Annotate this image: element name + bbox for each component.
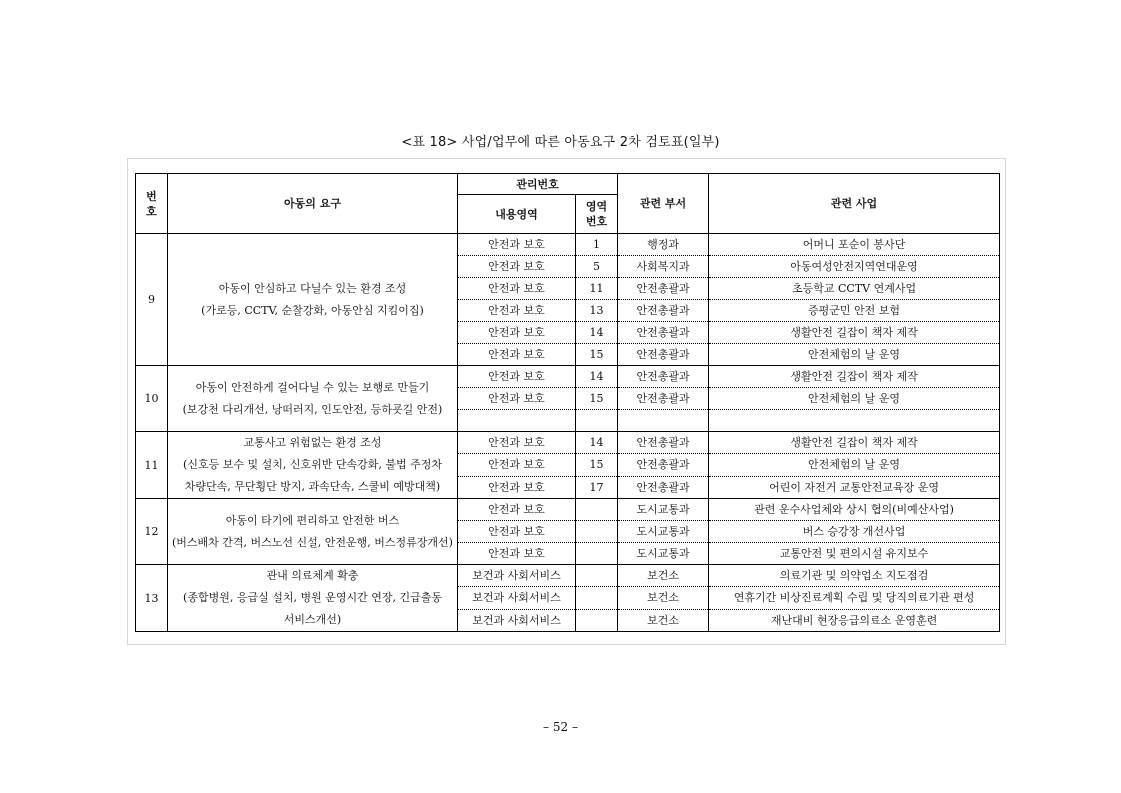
department-cell: 안전총괄과	[618, 322, 709, 344]
area-number-cell	[576, 609, 618, 631]
project-cell: 아동여성안전지역연대운영	[709, 256, 1000, 278]
area-number-cell	[576, 565, 618, 587]
department-cell: 보건소	[618, 587, 709, 609]
requirement-cell: 아동이 안전하게 걸어다닐 수 있는 보행로 만들기 (보강천 다리개선, 낭떠러지, 인도안전, 등하굣길 안전)	[168, 366, 458, 432]
header-department: 관련 부서	[618, 174, 709, 234]
project-cell: 관련 운수사업체와 상시 협의(비예산사업)	[709, 499, 1000, 521]
row-number: 12	[136, 499, 168, 565]
area-number-cell: 14	[576, 322, 618, 344]
content-area-cell: 안전과 보호	[458, 388, 576, 410]
department-cell: 안전총괄과	[618, 344, 709, 366]
department-cell: 도시교통과	[618, 521, 709, 543]
area-number-cell	[576, 499, 618, 521]
content-area-cell: 안전과 보호	[458, 256, 576, 278]
table-row	[136, 565, 1000, 587]
content-area-cell: 안전과 보호	[458, 432, 576, 454]
content-area-cell: 보건과 사회서비스	[458, 609, 576, 631]
project-cell: 증평군민 안전 보험	[709, 300, 1000, 322]
area-number-cell: 11	[576, 278, 618, 300]
row-number: 10	[136, 366, 168, 432]
content-area-cell: 안전과 보호	[458, 234, 576, 256]
header-number: 번 호	[136, 174, 168, 234]
table-title: <표 18> 사업/업무에 따른 아동요구 2차 검토표(일부)	[401, 135, 720, 150]
table-row	[136, 432, 1000, 454]
area-number-cell	[576, 587, 618, 609]
project-cell: 초등학교 CCTV 연계사업	[709, 278, 1000, 300]
review-table	[135, 173, 1000, 632]
row-number: 13	[136, 565, 168, 632]
content-area-cell: 안전과 보호	[458, 344, 576, 366]
content-area-cell: 안전과 보호	[458, 499, 576, 521]
requirement-cell: 관내 의료체계 확충 (종합병원, 응급실 설치, 병원 운영시간 연장, 긴급출동 서비스개선)	[168, 565, 458, 632]
content-area-cell: 보건과 사회서비스	[458, 587, 576, 609]
department-cell: 도시교통과	[618, 499, 709, 521]
header-requirement: 아동의 요구	[168, 174, 458, 234]
area-number-cell	[576, 543, 618, 565]
project-cell: 생활안전 길잡이 책자 제작	[709, 432, 1000, 454]
department-cell: 보건소	[618, 565, 709, 587]
content-area-cell: 안전과 보호	[458, 521, 576, 543]
table-body	[136, 234, 1000, 632]
department-cell: 보건소	[618, 609, 709, 631]
area-number-cell: 13	[576, 300, 618, 322]
area-number-cell: 17	[576, 476, 618, 498]
department-cell: 안전총괄과	[618, 388, 709, 410]
content-area-cell: 안전과 보호	[458, 300, 576, 322]
project-cell: 어머니 포순이 봉사단	[709, 234, 1000, 256]
area-number-cell: 5	[576, 256, 618, 278]
content-area-cell: 안전과 보호	[458, 278, 576, 300]
area-number-cell: 15	[576, 388, 618, 410]
project-cell: 교통안전 및 편의시설 유지보수	[709, 543, 1000, 565]
area-number-cell: 15	[576, 454, 618, 476]
content-area-cell: 안전과 보호	[458, 543, 576, 565]
table-header	[136, 174, 1000, 234]
header-content-area: 내용영역	[458, 195, 576, 234]
project-cell: 재난대비 현장응급의료소 운영훈련	[709, 609, 1000, 631]
table-row	[136, 234, 1000, 256]
department-cell: 안전총괄과	[618, 300, 709, 322]
content-area-cell: 안전과 보호	[458, 454, 576, 476]
content-area-cell: 안전과 보호	[458, 366, 576, 388]
area-number-cell: 15	[576, 344, 618, 366]
project-cell: 안전체험의 날 운영	[709, 344, 1000, 366]
header-management-number: 관리번호	[458, 174, 618, 195]
department-cell: 사회복지과	[618, 256, 709, 278]
content-area-cell: 안전과 보호	[458, 476, 576, 498]
area-number-cell: 1	[576, 234, 618, 256]
department-cell: 행정과	[618, 234, 709, 256]
project-cell: 버스 승강장 개선사업	[709, 521, 1000, 543]
content-area-cell: 보건과 사회서비스	[458, 565, 576, 587]
table-row	[136, 499, 1000, 521]
area-number-cell: 14	[576, 432, 618, 454]
project-cell: 안전체험의 날 운영	[709, 388, 1000, 410]
page-number: – 52 –	[543, 720, 578, 734]
project-cell: 생활안전 길잡이 책자 제작	[709, 366, 1000, 388]
area-number-cell	[576, 521, 618, 543]
department-cell: 안전총괄과	[618, 366, 709, 388]
content-area-cell: 안전과 보호	[458, 322, 576, 344]
row-number: 9	[136, 234, 168, 366]
department-cell: 안전총괄과	[618, 476, 709, 498]
area-number-cell: 14	[576, 366, 618, 388]
project-cell: 생활안전 길잡이 책자 제작	[709, 322, 1000, 344]
department-cell: 안전총괄과	[618, 278, 709, 300]
table-row	[136, 366, 1000, 388]
project-cell: 의료기관 및 의약업소 지도점검	[709, 565, 1000, 587]
department-cell: 도시교통과	[618, 543, 709, 565]
project-cell: 연휴기간 비상진료계획 수립 및 당직의료기관 편성	[709, 587, 1000, 609]
project-cell: 어린이 자전거 교통안전교육장 운영	[709, 476, 1000, 498]
project-cell	[709, 410, 1000, 432]
department-cell	[618, 410, 709, 432]
row-number: 11	[136, 432, 168, 499]
project-cell: 안전체험의 날 운영	[709, 454, 1000, 476]
requirement-cell: 아동이 안심하고 다닐수 있는 환경 조성 (가로등, CCTV, 순찰강화, 아동안심 지킴이집)	[168, 234, 458, 366]
header-area-number: 영역 번호	[576, 195, 618, 234]
content-area-cell	[458, 410, 576, 432]
department-cell: 안전총괄과	[618, 454, 709, 476]
requirement-cell: 교통사고 위험없는 환경 조성 (신호등 보수 및 설치, 신호위반 단속강화, 불법 주정차 차량단속, 무단횡단 방지, 과속단속, 스쿨비 예방대책)	[168, 432, 458, 499]
header-project: 관련 사업	[709, 174, 1000, 234]
area-number-cell	[576, 410, 618, 432]
department-cell: 안전총괄과	[618, 432, 709, 454]
requirement-cell: 아동이 타기에 편리하고 안전한 버스 (버스배차 간격, 버스노선 신설, 안전운행, 버스정류장개선)	[168, 499, 458, 565]
